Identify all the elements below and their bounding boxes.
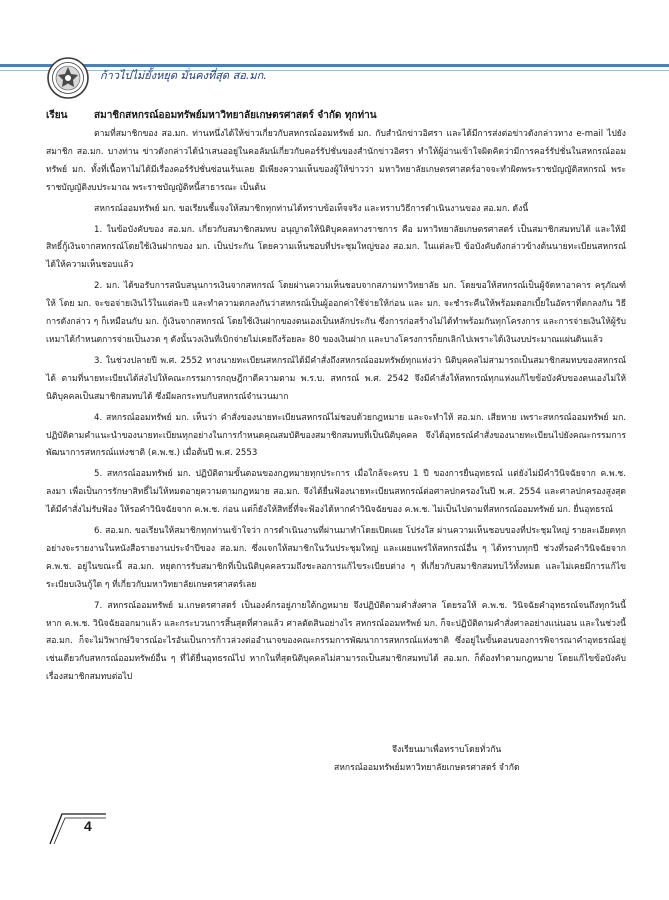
header-slogan: ก้าวไปไม่ยั้งหยุด มั่นคงที่สุด สอ.มก. <box>100 69 267 82</box>
page-number: 4 <box>84 818 92 834</box>
salutation <box>46 108 626 124</box>
closing-line: จึงเรียนมาเพื่อทราบโดยทั่วกัน <box>392 745 502 755</box>
paragraph-point-5: 5. สหกรณ์ออมทรัพย์ มก. ปฏิบัติตามขั้นตอนของกฎหมายทุกประการ เมื่อใกล้จะครบ 1 ปี ของการยื่นอุทธรณ์ แต่ยังไม่มีคำวินิจฉัยจาก ค.พ.ช. ลงมา เพื่อเป็นการรักษาสิทธิ์ไม่ให้หมดอายุความตามกฎหมาย สอ.มก. จึงได้ยื่นฟ้องนายทะเบียนสหกรณ์ต่อศาลปกครองในปี พ.ศ. 2554 และศาลปกครองสูงสุดได้มีคำสั่งไม่รับฟ้อง ให้รอคำวินิจฉัยจาก ค.พ.ช. ก่อน แต่ก็ยังให้สิทธิ์ที่จะฟ้องได้หากคำวินิจฉัยของ ค.พ.ช. ไม่เป็นไปตามที่สหกรณ์ออมทรัพย์ มก. ยื่นอุทธรณ์ <box>46 469 626 516</box>
paragraph-point-7: 7. สหกรณ์ออมทรัพย์ ม.เกษตรศาสตร์ เป็นองค์กรอยู่ภายใต้กฎหมาย จึงปฏิบัติตามคำสั่งศาล โดยรอให้ ค.พ.ช. วินิจฉัยคำอุทธรณ์จนถึงทุกวันนี้ หาก ค.พ.ช. วินิจฉัยออกมาแล้ว และกระบวนการสิ้นสุดที่ศาลแล้ว ศาลตัดสินอย่างไร สหกรณ์ออมทรัพย์ มก. ก็จะปฏิบัติตามคำสั่งศาลอย่างแน่นอน และในช่วงนี้ สอ.มก. ก็จะไม่วิพากษ์วิจารณ์อะไรอันเป็นการก้าวล่วงต่ออำนาจของคณะกรรมการพัฒนาการสหกรณ์แห่งชาติ ซึ่งอยู่ในขั้นตอนของการพิจารณาคำอุทธรณ์อยู่เช่นเดียวกับสหกรณ์ออมทรัพย์อื่น ๆ ที่ได้ยื่นอุทธรณ์ไป หากในที่สุดนิติบุคคลไม่สามารถเป็นสมาชิกสมทบได้ สอ.มก. ก็ต้องทำตามกฎหมาย โดยแก้ไขข้อบังคับเรื่องสมาชิกสมทบต่อไป <box>46 600 626 683</box>
page-header <box>0 0 669 92</box>
signatory: สหกรณ์ออมทรัพย์มหาวิทยาลัยเกษตรศาสตร์ จำกัด <box>334 763 520 773</box>
salutation-recipient: สมาชิกสหกรณ์ออมทรัพย์มหาวิทยาลัยเกษตรศาสตร์ จำกัด ทุกท่าน <box>94 110 377 121</box>
page-number-tab <box>48 810 110 846</box>
paragraph-point-6: 6. สอ.มก. ขอเรียนให้สมาชิกทุกท่านเข้าใจว่า การดำเนินงานที่ผ่านมาทำโดยเปิดเผย โปร่งใส ผ่านความเห็นชอบของที่ประชุมใหญ่ รายละเอียดทุกอย่างจะรายงานในหนังสือรายงานประจำปีของ สอ.มก. ซึ่งแจกให้สมาชิกในวันประชุมใหญ่ และเผยแพร่ให้สหกรณ์อื่น ๆ ได้ทราบทุกปี ช่วงที่รอคำวินิจฉัยจาก ค.พ.ช. อยู่ในขณะนี้ สอ.มก. หยุดการรับสมาชิกที่เป็นนิติบุคคลรวมถึงชะลอการแก้ไขระเบียบต่าง ๆ ที่เกี่ยวกับสมาชิกสมทบไว้ทั้งหมด และไม่เคยมีการแก้ไขระเบียบเงินกู้ใด ๆ ที่เกี่ยวกับมหาวิทยาลัยเกษตรศาสตร์เลย <box>46 526 626 590</box>
paragraph-point-3: 3. ในช่วงปลายปี พ.ศ. 2552 ทางนายทะเบียนสหกรณ์ได้มีคำสั่งถึงสหกรณ์ออมทรัพย์ทุกแห่งว่า นิติบุคคลไม่สามารถเป็นสมาชิกสมทบของสหกรณ์ได้ ตามที่นายทะเบียนได้ส่งไปให้คณะกรรมการกฤษฎีกาตีความตาม พ.ร.บ. สหกรณ์ พ.ศ. 2542 จึงมีคำสั่งให้สหกรณ์ทุกแห่งแก้ไขข้อบังคับของตนเองไม่ให้นิติบุคคลเป็นสมาชิกสมทบได้ ซึ่งมีผลกระทบกับสหกรณ์จำนวนมาก <box>46 355 626 402</box>
cooperative-seal-logo <box>46 56 90 100</box>
paragraph-point-2: 2. มก. ได้ขอรับการสนับสนุนการเงินจากสหกรณ์ โดยผ่านความเห็นชอบจากสภามหาวิทยาลัย มก. โดยขอให้สหกรณ์เป็นผู้จัดหาอาคาร ครุภัณฑ์ให้ โดย มก. จะขอจ่ายเงินไว้ในแต่ละปี และทำความตกลงกันว่าสหกรณ์เป็นผู้ออกค่าใช้จ่ายให้ก่อน และ มก. จะชำระคืนให้พร้อมดอกเบี้ยในอัตราที่ตกลงกัน วิธีการดังกล่าว ๆ ก็เหมือนกับ มก. กู้เงินจากสหกรณ์ โดยใช้เงินฝากของตนเองเป็นหลักประกัน ซึ่งการก่อสร้างไม่ได้ทำพร้อมกันทุกโครงการ และการจ่ายเงินให้ผู้รับเหมาได้กำหนดการจ่ายเป็นงวด ๆ ดังนั้นวงเงินที่เบิกจ่ายไม่เคยถึงร้อยละ 80 ของเงินฝาก และบางโครงการก็ยกเลิกไปเพราะได้เงินงบประมาณแผ่นดินแล้ว <box>46 281 626 345</box>
paragraph-point-1: 1. ในข้อบังคับของ สอ.มก. เกี่ยวกับสมาชิกสมทบ อนุญาตให้นิติบุคคลทางราชการ คือ มหาวิทยาลัยเกษตรศาสตร์ เป็นสมาชิกสมทบได้ และให้มีสิทธิ์กู้เงินจากสหกรณ์โดยใช้เงินฝากของ มก. เป็นประกัน โดยความเห็นชอบที่ประชุมใหญ่ของ สอ.มก. ในแต่ละปี ข้อบังคับดังกล่าวข้างต้นนายทะเบียนสหกรณ์ได้ให้ความเห็นชอบแล้ว <box>46 224 626 271</box>
paragraph-intro: ตามที่สมาชิกของ สอ.มก. ท่านหนึ่งได้ให้ข่าวเกี่ยวกับสหกรณ์ออมทรัพย์ มก. กับสำนักข่าวอิศรา และได้มีการส่งต่อข่าวดังกล่าวทาง e-mail ไปยังสมาชิก สอ.มก. บางท่าน ข่าวดังกล่าวได้นำเสนออยู่ในคอลัมน์เกี่ยวกับคอร์รัปชั่นของสำนักข่าวอิศรา ทำให้ผู้อ่านเข้าใจผิดคิดว่ามีการคอร์รัปชั่นในสหกรณ์ออมทรัพย์ มก. ทั้งที่เนื้อหาไม่ได้มีเรื่องคอร์รัปชั่นซ่อนเร้นเลย มีเพียงความเห็นของผู้ให้ข่าวว่า มหาวิทยาลัยเกษตรศาสตร์อาจจะทำผิดพระราชบัญญัติสหกรณ์ พระราชบัญญัติงบประมาณ พระราชบัญญัติหนี้สาธารณะ เป็นต้น <box>46 129 626 193</box>
salutation-label: เรียน <box>46 110 68 121</box>
paragraph-point-4: 4. สหกรณ์ออมทรัพย์ มก. เห็นว่า คำสั่งของนายทะเบียนสหกรณ์ไม่ชอบด้วยกฎหมาย และจะทำให้ สอ.มก. เสียหาย เพราะสหกรณ์ออมทรัพย์ มก. ปฏิบัติตามคำแนะนำของนายทะเบียนทุกอย่างในการกำหนดคุณสมบัติของสมาชิกสมทบที่เป็นนิติบุคคล จึงได้อุทธรณ์คำสั่งของนายทะเบียนไปยังคณะกรรมการพัฒนาการสหกรณ์แห่งชาติ (ค.พ.ช.) เมื่อต้นปี พ.ศ. 2553 <box>46 412 626 459</box>
paragraph-statement: สหกรณ์ออมทรัพย์ มก. ขอเรียนชี้แจงให้สมาชิกทุกท่านได้ทราบข้อเท็จจริง และทราบวิธีการดำเนินงานของ สอ.มก. ดังนี้ <box>94 203 529 214</box>
letter-body <box>46 108 626 690</box>
